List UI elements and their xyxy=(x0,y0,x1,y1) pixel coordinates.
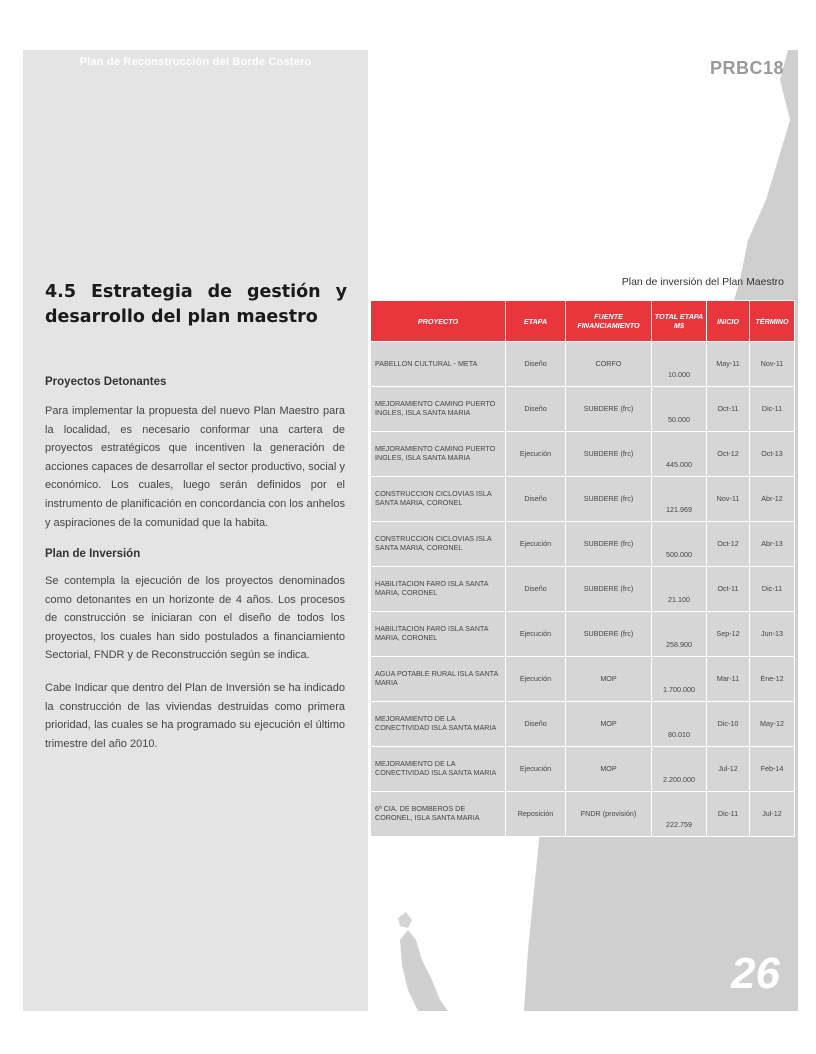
cell-termino: Nov-11 xyxy=(750,342,795,387)
cell-inicio: May-11 xyxy=(707,342,750,387)
cell-total: 50.000 xyxy=(652,387,707,432)
cell-total: 445.000 xyxy=(652,432,707,477)
cell-proyecto: CONSTRUCCION CICLOVIAS ISLA SANTA MARIA, CORONEL xyxy=(371,522,506,567)
cell-termino: Ene-12 xyxy=(750,657,795,702)
cell-etapa: Reposición xyxy=(506,792,566,837)
subheading-proyectos: Proyectos Detonantes xyxy=(45,376,167,388)
cell-termino: Oct-13 xyxy=(750,432,795,477)
cell-proyecto: MEJORAMIENTO DE LA CONECTIVIDAD ISLA SANTA MARIA xyxy=(371,747,506,792)
cell-proyecto: MEJORAMIENTO CAMINO PUERTO INGLES, ISLA SANTA MARIA xyxy=(371,432,506,477)
cell-total: 121.969 xyxy=(652,477,707,522)
cell-inicio: Jul-12 xyxy=(707,747,750,792)
cell-fuente: FNDR (provisión) xyxy=(566,792,652,837)
header-total: TOTAL ETAPA M$ xyxy=(652,301,707,342)
cell-etapa: Ejecución xyxy=(506,522,566,567)
header-inicio: INICIO xyxy=(707,301,750,342)
cell-total: 21.100 xyxy=(652,567,707,612)
table-row xyxy=(371,342,795,387)
table-caption: Plan de inversión del Plan Maestro xyxy=(621,276,784,288)
document-header-title: Plan de Reconstrucción del Borde Costero xyxy=(79,56,312,68)
cell-termino: Abr-12 xyxy=(750,477,795,522)
cell-inicio: Oct-11 xyxy=(707,387,750,432)
cell-fuente: SUBDERE (frc) xyxy=(566,387,652,432)
table-row xyxy=(371,612,795,657)
investment-table xyxy=(370,300,795,837)
cell-etapa: Diseño xyxy=(506,387,566,432)
table-row xyxy=(371,702,795,747)
cell-etapa: Diseño xyxy=(506,477,566,522)
cell-etapa: Diseño xyxy=(506,567,566,612)
table-row xyxy=(371,522,795,567)
cell-proyecto: MEJORAMIENTO DE LA CONECTIVIDAD ISLA SANTA MARIA xyxy=(371,702,506,747)
cell-termino: Dic-11 xyxy=(750,387,795,432)
cell-total: 1.700.000 xyxy=(652,657,707,702)
cell-etapa: Ejecución xyxy=(506,657,566,702)
paragraph-proyectos: Para implementar la propuesta del nuevo Plan Maestro para la localidad, es necesario conformar una cartera de proyectos estratégicos que incentiven la generación de acciones capaces de desarrollar el sector productivo, social y económico. Los cuales, luego serán definidos por el instrumento de planificación en concordancia con los anhelos y aspiraciones de la comunidad que la habita. xyxy=(45,405,345,529)
cell-total: 222.759 xyxy=(652,792,707,837)
right-panel xyxy=(368,50,798,1011)
section-heading: 4.5 Estrategia de gestión y desarrollo del plan maestro xyxy=(45,282,347,327)
cell-fuente: MOP xyxy=(566,702,652,747)
left-panel xyxy=(23,50,368,1011)
cell-termino: May-12 xyxy=(750,702,795,747)
header-fuente: FUENTE FINANCIAMIENTO xyxy=(566,301,652,342)
cell-termino: Jun-13 xyxy=(750,612,795,657)
cell-etapa: Ejecución xyxy=(506,747,566,792)
paragraph-cabe-indicar: Cabe Indicar que dentro del Plan de Inversión se ha indicado la construcción de las viviendas destruidas como primera prioridad, las cuales se ha programado su ejecución el último trimestre del año 2010. xyxy=(45,682,345,750)
cell-etapa: Diseño xyxy=(506,342,566,387)
cell-proyecto: MEJORAMIENTO CAMINO PUERTO INGLES, ISLA SANTA MARIA xyxy=(371,387,506,432)
cell-fuente: SUBDERE (frc) xyxy=(566,432,652,477)
cell-inicio: Mar-11 xyxy=(707,657,750,702)
page-number: 26 xyxy=(731,949,780,998)
table-row xyxy=(371,477,795,522)
table-row xyxy=(371,657,795,702)
cell-fuente: CORFO xyxy=(566,342,652,387)
cell-termino: Abr-13 xyxy=(750,522,795,567)
cell-fuente: SUBDERE (frc) xyxy=(566,612,652,657)
header-etapa: ETAPA xyxy=(506,301,566,342)
cell-total: 80.010 xyxy=(652,702,707,747)
cell-inicio: Dic-10 xyxy=(707,702,750,747)
cell-inicio: Oct-12 xyxy=(707,522,750,567)
cell-inicio: Sep-12 xyxy=(707,612,750,657)
cell-proyecto: AGUA POTABLE RURAL ISLA SANTA MARIA xyxy=(371,657,506,702)
cell-fuente: SUBDERE (frc) xyxy=(566,477,652,522)
island-north-shape xyxy=(398,912,412,928)
cell-termino: Feb-14 xyxy=(750,747,795,792)
paragraph-plan-inversion: Se contempla la ejecución de los proyectos denominados como detonantes en un horizonte de 4 años. Los procesos de construcción se iniciaran con el diseño de todos los proyectos, los cuales han sido postulados a financiamiento Sectorial, FNDR y de Reconstrucción según se indica. xyxy=(45,575,345,662)
cell-etapa: Ejecución xyxy=(506,432,566,477)
cell-total: 10.000 xyxy=(652,342,707,387)
header-proyecto: PROYECTO xyxy=(371,301,506,342)
cell-fuente: SUBDERE (frc) xyxy=(566,522,652,567)
cell-proyecto: PABELLON CULTURAL - META xyxy=(371,342,506,387)
table-row xyxy=(371,747,795,792)
cell-fuente: MOP xyxy=(566,747,652,792)
cell-proyecto: CONSTRUCCION CICLOVIAS ISLA SANTA MARIA, CORONEL xyxy=(371,477,506,522)
table-row xyxy=(371,567,795,612)
cell-fuente: MOP xyxy=(566,657,652,702)
cell-total: 258.900 xyxy=(652,612,707,657)
document-code: PRBC18 xyxy=(709,58,784,78)
table-row xyxy=(371,387,795,432)
cell-etapa: Diseño xyxy=(506,702,566,747)
cell-inicio: Dic-11 xyxy=(707,792,750,837)
cell-inicio: Oct-12 xyxy=(707,432,750,477)
cell-etapa: Ejecución xyxy=(506,612,566,657)
cell-termino: Dic-11 xyxy=(750,567,795,612)
header-termino: TÉRMINO xyxy=(750,301,795,342)
cell-inicio: Oct-11 xyxy=(707,567,750,612)
table-header-row xyxy=(371,301,795,342)
table-row xyxy=(371,792,795,837)
cell-total: 2.200.000 xyxy=(652,747,707,792)
table-row xyxy=(371,432,795,477)
cell-termino: Jul-12 xyxy=(750,792,795,837)
subheading-plan-inversion: Plan de Inversión xyxy=(45,548,141,560)
cell-proyecto: HABILITACION FARO ISLA SANTA MARIA, CORONEL xyxy=(371,612,506,657)
cell-total: 500.000 xyxy=(652,522,707,567)
island-shape xyxy=(400,930,448,1011)
cell-inicio: Nov-11 xyxy=(707,477,750,522)
cell-proyecto: 6ª CIA. DE BOMBEROS DE CORONEL, ISLA SANTA MARIA xyxy=(371,792,506,837)
cell-proyecto: HABILITACION FARO ISLA SANTA MARIA, CORONEL xyxy=(371,567,506,612)
cell-fuente: SUBDERE (frc) xyxy=(566,567,652,612)
